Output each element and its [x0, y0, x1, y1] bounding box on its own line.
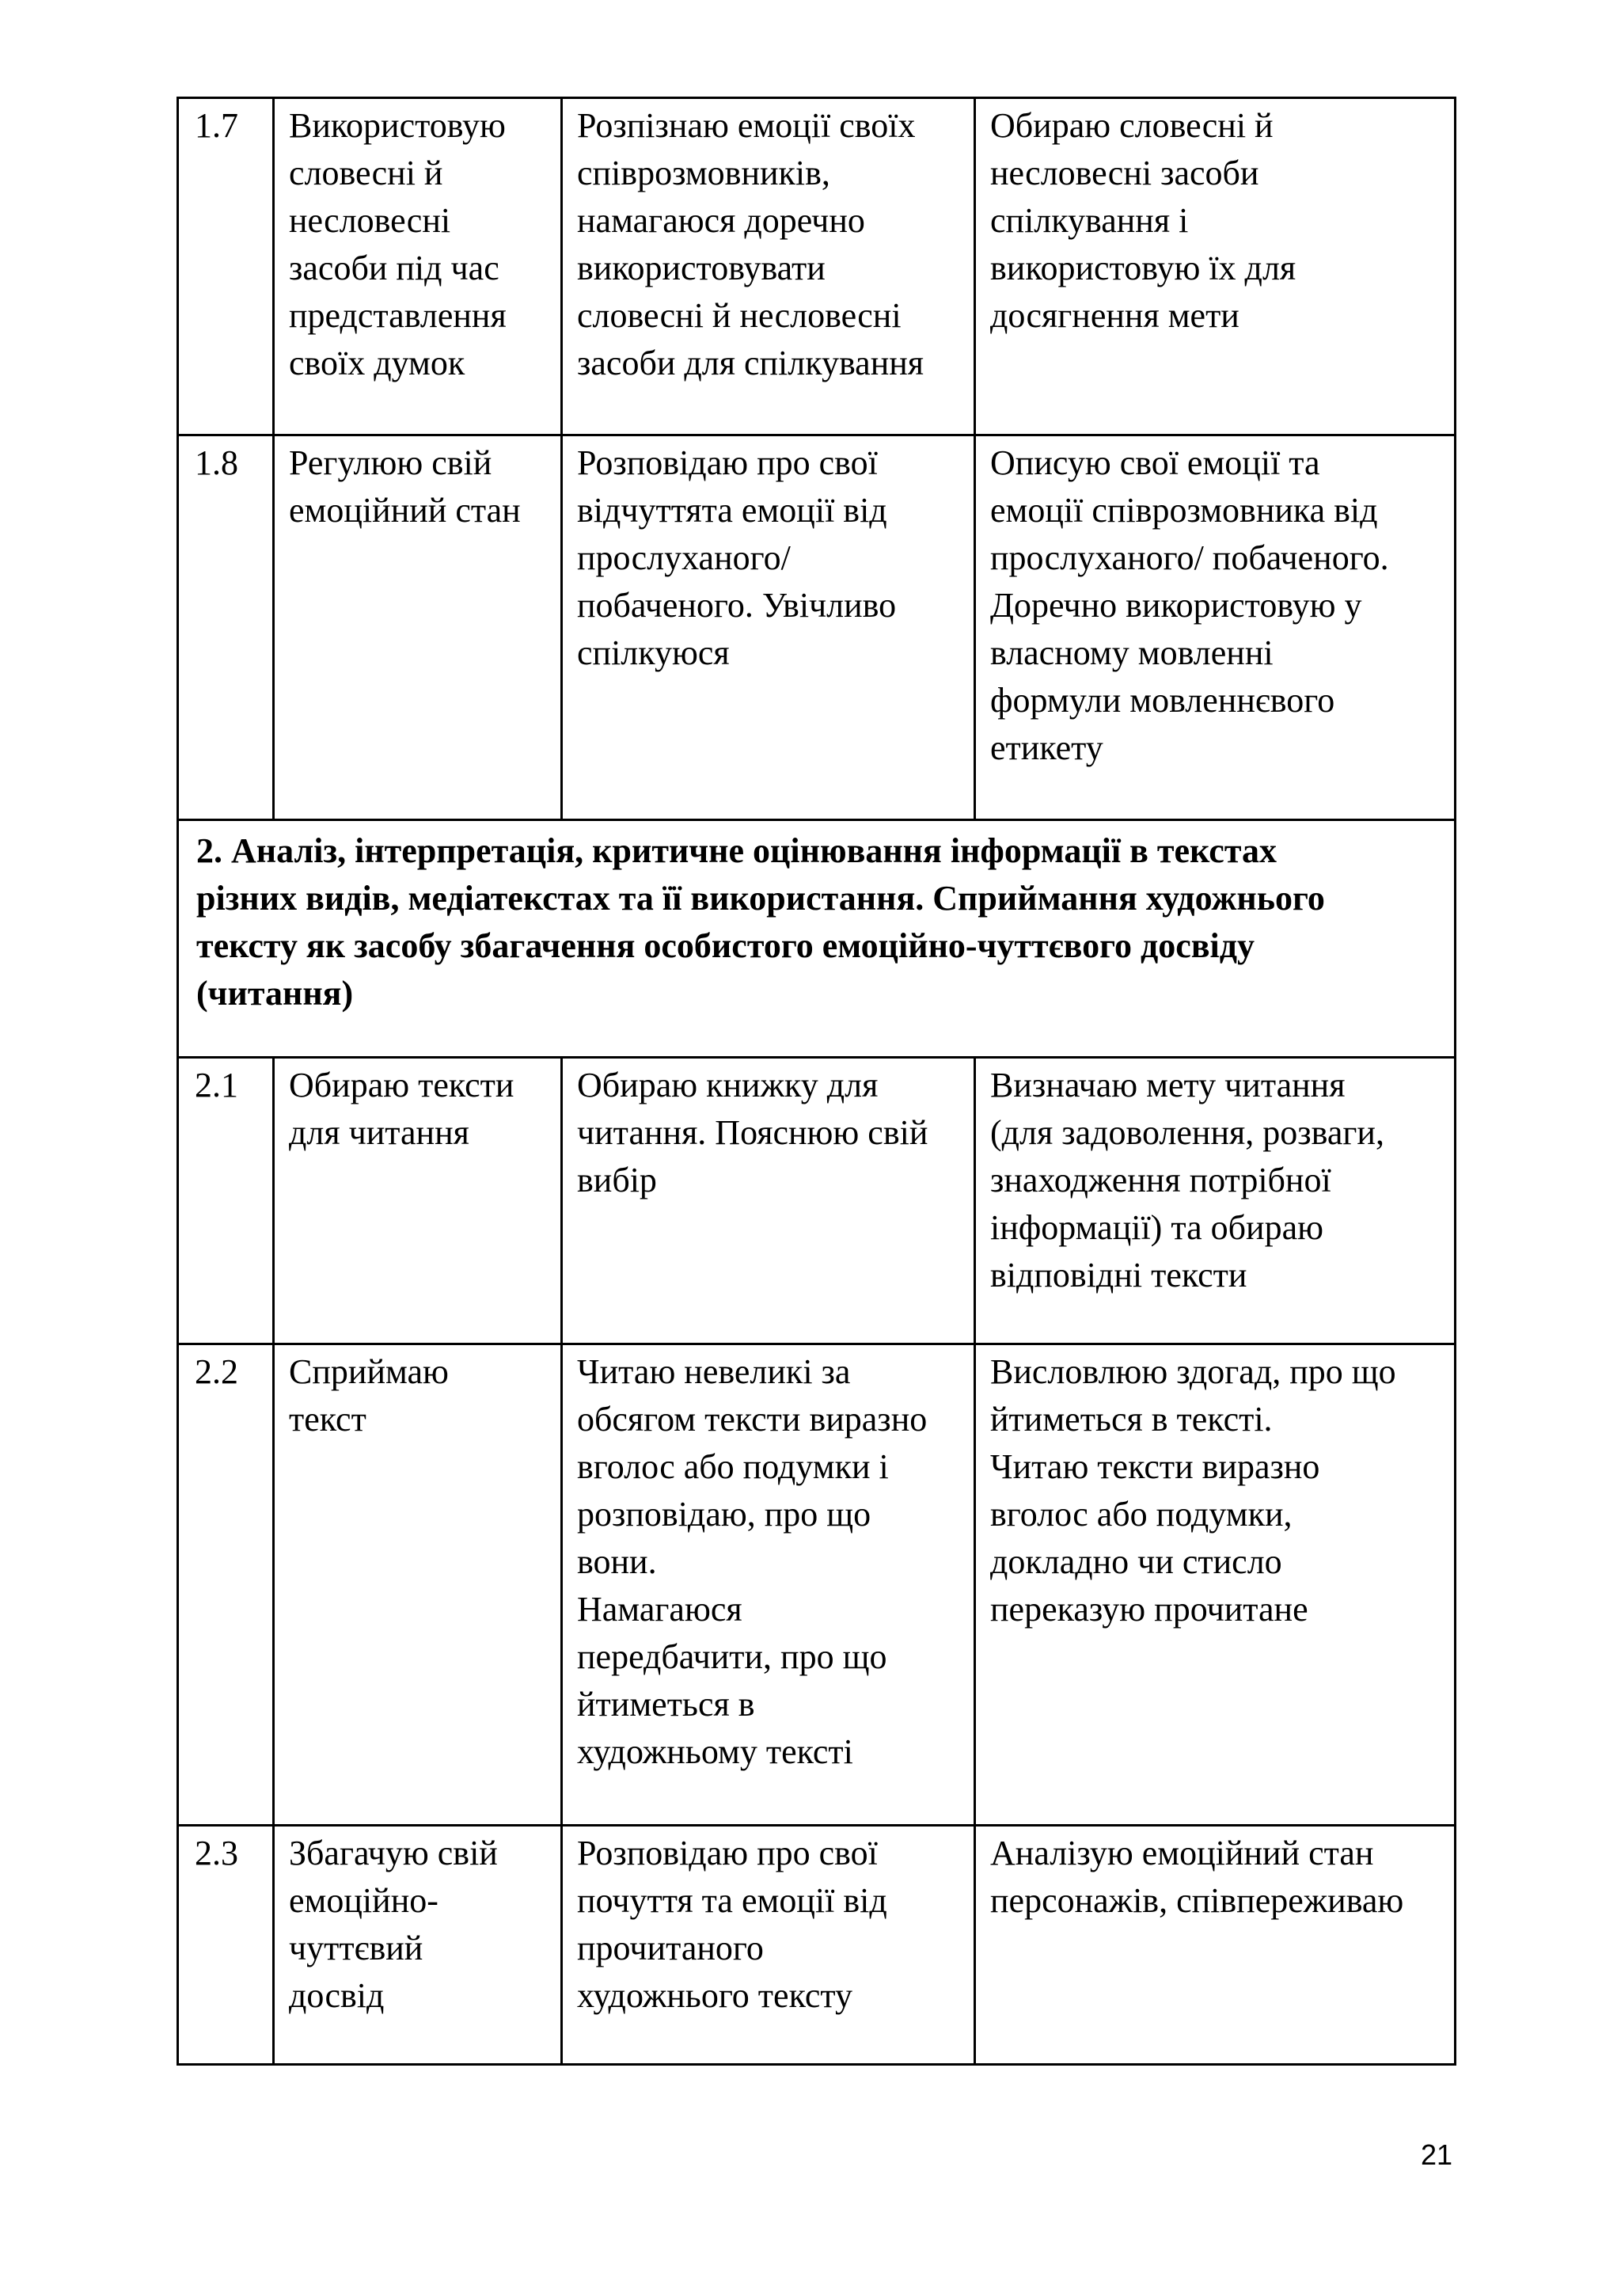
outcome-cell: Використовую словесні й несловесні засоби під час представлення своїх думок: [274, 98, 562, 435]
level2-cell: Обираю словесні й несловесні засоби спілкування і використовую їх для досягнення мети: [975, 98, 1456, 435]
level1-cell: Обираю книжку для читання. Пояснюю свій вибір: [562, 1058, 975, 1344]
section-heading-row: [178, 820, 1456, 1058]
table-row: [178, 1058, 1456, 1344]
row-number: 1.7: [178, 98, 274, 435]
table-row: [178, 98, 1456, 435]
outcomes-table: [177, 97, 1456, 2066]
row-number: 2.2: [178, 1344, 274, 1826]
level2-cell: Визначаю мету читання (для задоволення, розваги, знаходження потрібної інформації) та обираю відповідні тексти: [975, 1058, 1456, 1344]
level2-cell: Описую свої емоції та емоції співрозмовника від прослуханого/ побаченого. Доречно використовую у власному мовленні формули мовленнєвого етикету: [975, 435, 1456, 820]
table-row: [178, 435, 1456, 820]
outcome-cell: Сприймаю текст: [274, 1344, 562, 1826]
outcome-cell: Обираю тексти для читання: [274, 1058, 562, 1344]
table-row: [178, 1344, 1456, 1826]
level1-cell: Розповідаю про свої відчуттята емоції від прослуханого/ побаченого. Увічливо спілкуюся: [562, 435, 975, 820]
section-heading: 2. Аналіз, інтерпретація, критичне оцінювання інформації в текстах різних видів, медіатекстах та її використання. Сприймання художнього тексту як засобу збагачення особистого емоційно-чуттєвого досвіду (читання): [178, 820, 1456, 1058]
level2-cell: Висловлюю здогад, про що йтиметься в тексті. Читаю тексти виразно вголос або подумки, докладно чи стисло переказую прочитане: [975, 1344, 1456, 1826]
level1-cell: Розпізнаю емоції своїх співрозмовників, намагаюся доречно використовувати словесні й несловесні засоби для спілкування: [562, 98, 975, 435]
outcome-cell: Збагачую свій емоційно- чуттєвий досвід: [274, 1826, 562, 2065]
row-number: 2.3: [178, 1826, 274, 2065]
page-number: 21: [1420, 2138, 1452, 2171]
level1-cell: Читаю невеликі за обсягом тексти виразно вголос або подумки і розповідаю, про що вони. Намагаюся передбачити, про що йтиметься в художньому тексті: [562, 1344, 975, 1826]
level1-cell: Розповідаю про свої почуття та емоції від прочитаного художнього тексту: [562, 1826, 975, 2065]
level2-cell: Аналізую емоційний стан персонажів, співпереживаю: [975, 1826, 1456, 2065]
row-number: 1.8: [178, 435, 274, 820]
table-row: [178, 1826, 1456, 2065]
outcome-cell: Регулюю свій емоційний стан: [274, 435, 562, 820]
row-number: 2.1: [178, 1058, 274, 1344]
